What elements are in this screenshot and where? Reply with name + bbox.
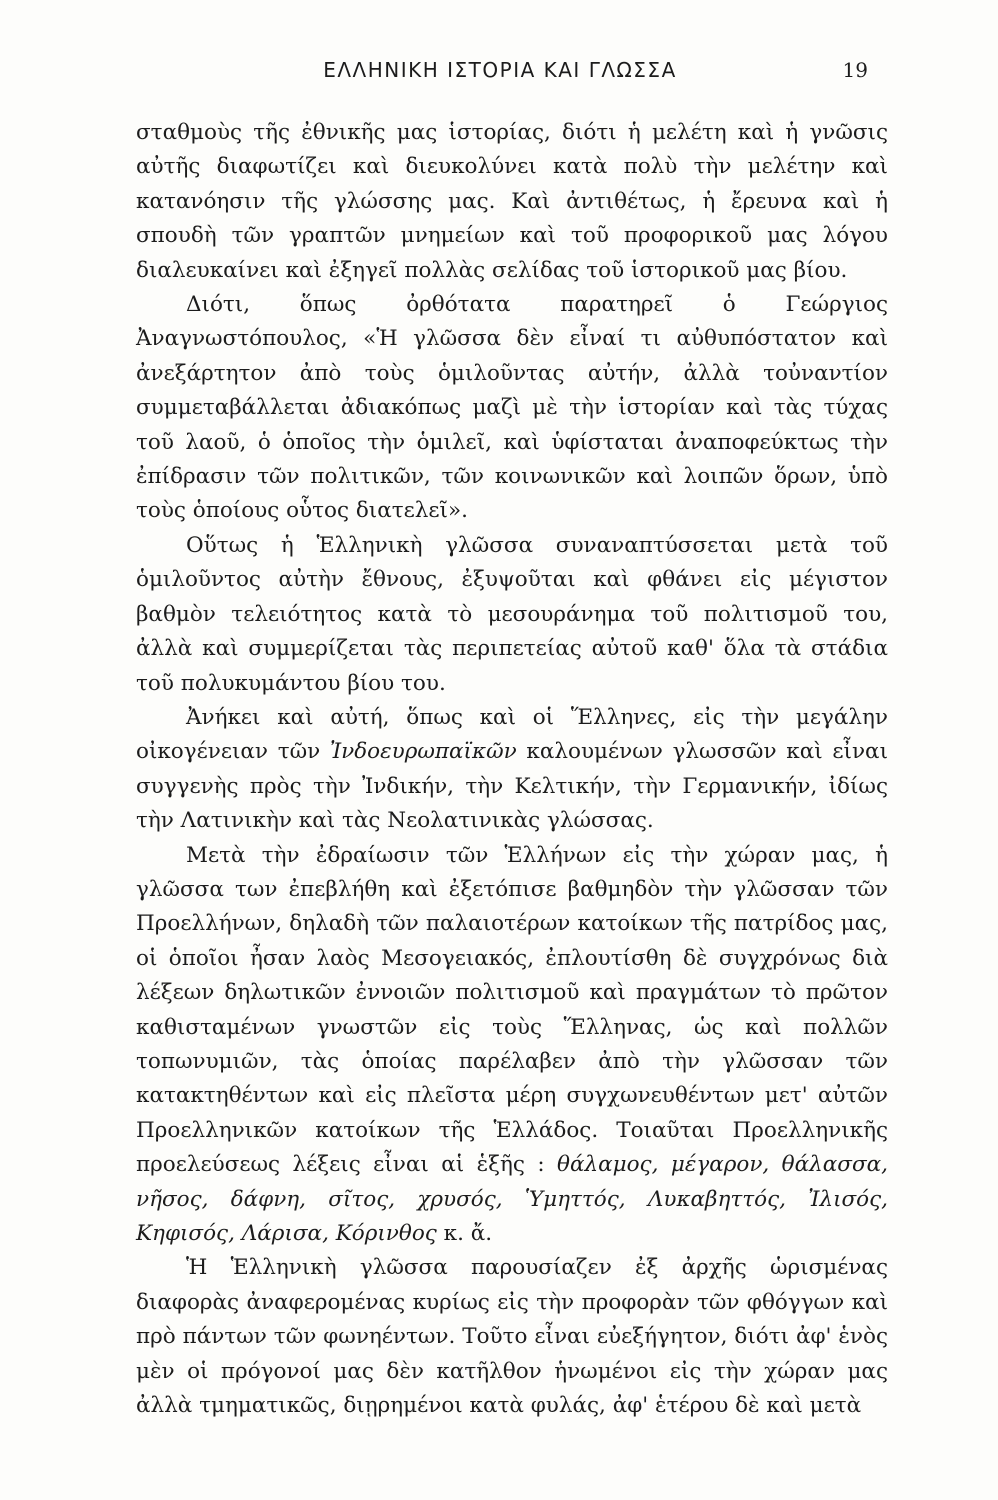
paragraph-text: Μετὰ τὴν ἐδραίωσιν τῶν Ἑλλήνων εἰς τὴν χώραν μας, ἡ γλῶσσα των ἐπεβλήθη καὶ ἐξετόπισε βαθμηδὸν τὴν γλῶσσαν τῶν Προελλήνων, δηλαδὴ τῶν παλαιοτέρων κατοίκων τῆς πατρίδος μας, οἱ ὁποῖοι ἦσαν λαὸς Μεσογειακός, ἐπλουτίσθη δὲ συγχρόνως διὰ λέξεων δηλωτικῶν ἐννοιῶν πολιτισμοῦ καὶ πραγμάτων τὸ πρῶτον καθισταμένων γνωστῶν εἰς τοὺς Ἕλληνας, ὡς καὶ πολλῶν τοπωνυμιῶν, τὰς ὁποίας παρέλαβεν ἀπὸ τὴν γλῶσσαν τῶν κατακτηθέντων καὶ εἰς πλεῖστα μέρη συγχωνευθέντων μετ' αὐτῶν Προελληνικῶν κατοίκων τῆς Ἑλλάδος. Τοιαῦται Προελληνικῆς προελεύσεως λέξεις εἶναι αἱ ἑξῆς :	[136, 842, 888, 1178]
paragraph-text: καλουμένων γλωσσῶν καὶ εἶναι συγγενὴς πρὸς τὴν Ἰνδικήν, τὴν Κελτικήν, τὴν Γερμανικήν, ἰδίως τὴν Λατινικὴν καὶ τὰς Νεολατινικὰς γλώσσας.	[136, 739, 888, 834]
italic-examples: θάλαμος, μέγαρον, θάλασσα, νῆσος, δάφνη, σῖτος, χρυσός, Ὑμηττός, Λυκαβηττός, Ἰλισός, Κηφισός, Λάρισα, Κόρινθος	[136, 1152, 888, 1246]
paragraph-text: κ. ἄ.	[436, 1221, 493, 1246]
page-header	[140, 58, 868, 92]
paragraph: σταθμοὺς τῆς ἐθνικῆς μας ἱστορίας, διότι ἡ μελέτη καὶ ἡ γνῶσις αὐτῆς διαφωτίζει καὶ διευκολύνει κατὰ πολὺ τὴν μελέτην καὶ κατανόησιν τῆς γλώσσης μας. Καὶ ἀντιθέτως, ἡ ἔρευνα καὶ ἡ σπουδὴ τῶν γραπτῶν μνημείων καὶ τοῦ προφορικοῦ μας λόγου διαλευκαίνει καὶ ἐξηγεῖ πολλὰς σελίδας τοῦ ἱστορικοῦ μας βίου.	[136, 120, 888, 283]
paragraph: Ἡ Ἑλληνικὴ γλῶσσα παρουσίαζεν ἐξ ἀρχῆς ὡρισμένας διαφορὰς ἀναφερομένας κυρίως εἰς τὴν προφορὰν τῶν φθόγγων καὶ πρὸ πάντων τῶν φωνηέντων. Τοῦτο εἶναι εὐεξήγητον, διότι ἀφ' ἑνὸς μὲν οἱ πρόγονοί μας δὲν κατῆλθον ἡνωμένοι εἰς τὴν χώραν μας ἀλλὰ τμηματικῶς, διῃρημένοι κατὰ φυλάς, ἀφ' ἑτέρου δὲ καὶ μετὰ	[136, 1255, 888, 1419]
page-number: 19	[842, 58, 868, 82]
paragraph	[136, 701, 888, 839]
running-title: ΕΛΛΗΝΙΚΗ ΙΣΤΟΡΙΑ ΚΑΙ ΓΛΩΣΣΑ	[323, 58, 677, 82]
paragraph	[136, 839, 888, 1252]
paragraph-text: Ἀνήκει καὶ αὐτή, ὅπως καὶ οἱ Ἕλληνες, εἰς τὴν μεγάλην οἰκογένειαν τῶν	[136, 704, 888, 765]
paragraph: Διότι, ὅπως ὀρθότατα παρατηρεῖ ὁ Γεώργιος Ἀναγνωστόπουλος, «Ἡ γλῶσσα δὲν εἶναί τι αὐθυπόστατον καὶ ἀνεξάρτητον ἀπὸ τοὺς ὁμιλοῦντας αὐτήν, ἀλλὰ τοὐναντίον συμμεταβάλλεται ἀδιακόπως μαζὶ μὲ τὴν ἱστορίαν καὶ τὰς τύχας τοῦ λαοῦ, ὁ ὁποῖος τὴν ὁμιλεῖ, καὶ ὑφίσταται ἀναποφεύκτως τὴν ἐπίδρασιν τῶν πολιτικῶν, τῶν κοινωνικῶν καὶ λοιπῶν ὅρων, ὑπὸ τοὺς ὁποίους οὗτος διατελεῖ».	[136, 292, 888, 524]
body-text	[136, 116, 888, 1423]
paragraph: Οὕτως ἡ Ἑλληνικὴ γλῶσσα συναναπτύσσεται μετὰ τοῦ ὁμιλοῦντος αὐτὴν ἔθνους, ἐξυψοῦται καὶ φθάνει εἰς μέγιστον βαθμὸν τελειότητος κατὰ τὸ μεσουράνημα τοῦ πολιτισμοῦ του, ἀλλὰ καὶ συμμερίζεται τὰς περιπετείας αὐτοῦ καθ' ὅλα τὰ στάδια τοῦ πολυκυμάντου βίου του.	[136, 532, 888, 696]
italic-term: Ἰνδοευρωπαϊκῶν	[329, 739, 517, 765]
